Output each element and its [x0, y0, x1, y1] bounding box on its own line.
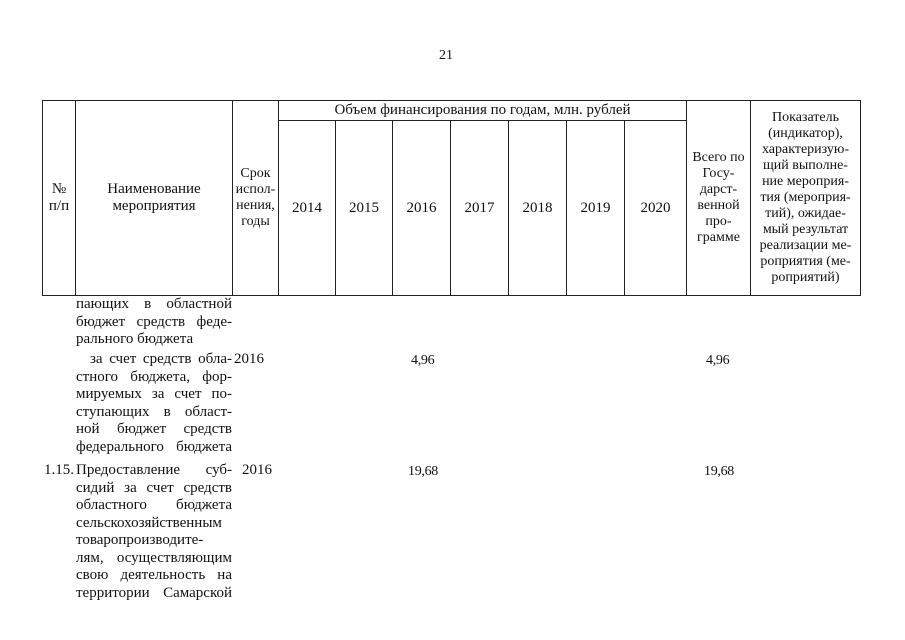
row-term: 2016	[242, 462, 272, 478]
header-no: № п/п	[42, 100, 76, 296]
row-name-line: федерального бюджета	[76, 438, 232, 455]
header-indicator: Показатель (индикатор), характеризую- щий выполне- ние мероприя- тия (мероприя- тий), ожидае- мый результат реализации ме- роприятия (ме- роприятий)	[750, 100, 861, 296]
header-funding-title: Объем финансирования по годам, млн. рублей	[278, 100, 687, 121]
row-name-line: стного бюджета, фор-	[76, 368, 232, 385]
row-name-line: сидий за счет средств	[76, 479, 232, 496]
row-total: 4,96	[706, 353, 730, 368]
row-name-line: сельскохозяйственным	[76, 514, 222, 531]
row-value-2016: 4,96	[411, 353, 435, 368]
row-name-line: пающих в областной	[76, 296, 232, 312]
header-year-2015: 2015	[335, 120, 393, 296]
row-no: 1.15.	[44, 462, 74, 478]
header-year-2018: 2018	[508, 120, 567, 296]
row-term: 2016	[234, 351, 264, 367]
row-name-line: мируемых за счет по-	[76, 386, 232, 402]
row-name-line: Предоставление суб-	[76, 462, 232, 478]
header-year-2017: 2017	[450, 120, 509, 296]
row-name	[76, 462, 232, 602]
row-name-line: областного бюджета	[76, 497, 232, 513]
page-number: 21	[439, 48, 453, 63]
row-total: 19,68	[704, 464, 735, 479]
row-name	[76, 351, 232, 456]
header-year-2016: 2016	[392, 120, 451, 296]
header-year-2014: 2014	[278, 120, 336, 296]
header-total: Всего по Госу- дарст- венной про- грамме	[686, 100, 751, 296]
row-name	[76, 296, 232, 349]
row-name-line: лям, осуществляющим	[76, 549, 232, 566]
row-name-line: территории Самарской	[76, 584, 232, 601]
row-name-line: бюджет средств феде-	[76, 313, 232, 330]
row-value-2016: 19,68	[408, 464, 439, 479]
header-term: Срок испол- нения, годы	[232, 100, 279, 296]
header-year-2019: 2019	[566, 120, 625, 296]
row-name-line: рального бюджета	[76, 331, 194, 347]
header-year-2020: 2020	[624, 120, 687, 296]
row-name-line: свою деятельность на	[76, 567, 232, 583]
row-name-line: ной бюджет средств	[76, 421, 232, 437]
header-name: Наименование мероприятия	[75, 100, 233, 296]
row-name-line: за счет средств обла-	[90, 351, 232, 367]
row-name-line: ступающих в област-	[76, 403, 232, 420]
row-name-line: товаропроизводите-	[76, 532, 204, 548]
